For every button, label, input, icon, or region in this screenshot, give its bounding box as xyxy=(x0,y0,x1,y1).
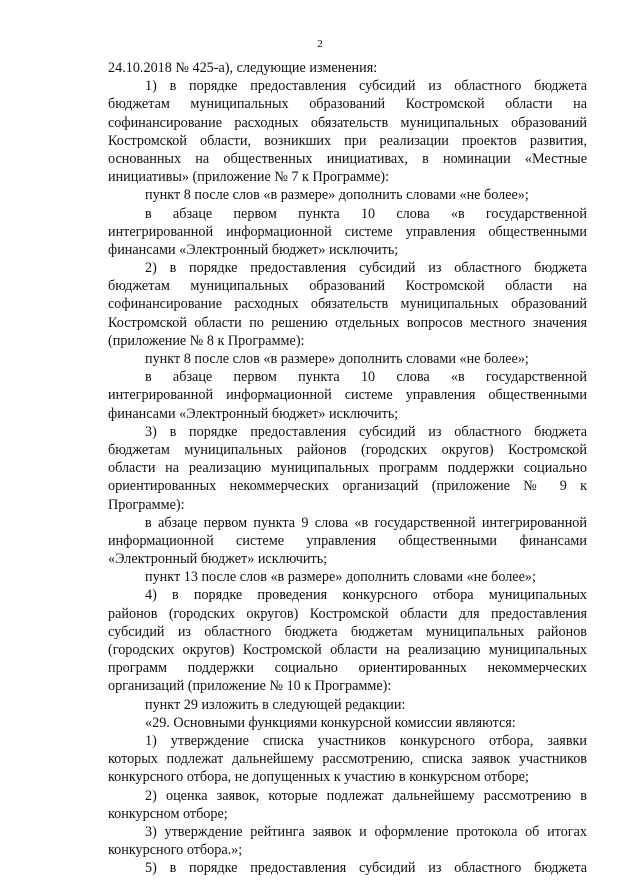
text-line: в абзаце первом пункта 9 слова «в государственной интегрированной xyxy=(145,514,587,531)
text-line: бюджетам муниципальных районов (городских округов) Костромской xyxy=(108,441,587,458)
text-line: области на реализацию муниципальных программ поддержки социально xyxy=(108,460,587,477)
text-line: Костромской области, возникших при реализации проектов развития, xyxy=(108,132,587,149)
text-line: 24.10.2018 № 425-а), следующие изменения: xyxy=(108,60,378,76)
text-line: 1) в порядке предоставления субсидий из областного бюджета xyxy=(145,78,587,95)
text-line: информационной системе управления общественными финансами xyxy=(108,532,587,549)
text-line: 2) в порядке предоставления субсидий из областного бюджета xyxy=(145,260,587,277)
text-line: Программе): xyxy=(108,496,185,513)
text-line: ориентированных некоммерческих организаций (приложение № 9 к xyxy=(108,478,587,495)
text-line: конкурсного отбора, не допущенных к участию в конкурсном отборе; xyxy=(108,769,529,786)
text-line: финансами «Электронный бюджет» исключить; xyxy=(108,405,399,422)
text-line: финансами «Электронный бюджет» исключить; xyxy=(108,241,399,258)
text-line: софинансирование расходных обязательств муниципальных образований xyxy=(108,114,587,131)
text-line: интегрированной информационной системе управления общественными xyxy=(108,387,587,404)
text-line: конкурсного отбора.»; xyxy=(108,842,243,859)
text-line: организаций (приложение № 10 к Программе): xyxy=(108,678,392,695)
text-line: интегрированной информационной системе управления общественными xyxy=(108,223,587,240)
text-line: в абзаце первом пункта 10 слова «в государственной xyxy=(145,205,587,222)
text-line: районов (городских округов) Костромской области для предоставления xyxy=(108,605,587,622)
text-line: «29. Основными функциями конкурсной комиссии являются: xyxy=(145,714,516,731)
text-line: основанных на общественных инициативах, в номинации «Местные xyxy=(108,150,587,167)
text-line: субсидий из областного бюджета бюджетам муниципальных районов xyxy=(108,623,587,640)
document-body xyxy=(108,59,587,877)
text-line: 3) утверждение рейтинга заявок и оформление протокола об итогах xyxy=(145,823,587,840)
text-line: пункт 13 после слов «в размере» дополнить словами «не более»; xyxy=(145,569,536,586)
text-line: (городских округов) Костромской области на реализацию муниципальных xyxy=(108,642,587,658)
text-line: в абзаце первом пункта 10 слова «в государственной xyxy=(145,369,587,386)
text-line: 2) оценка заявок, которые подлежат дальнейшему рассмотрению в xyxy=(145,787,587,804)
text-line: (приложение № 8 к Программе): xyxy=(108,332,305,349)
text-line: бюджетам муниципальных образований Костромской области на xyxy=(108,96,587,113)
text-line: которых подлежат дальнейшему рассмотрению, списка заявок участников xyxy=(108,751,587,768)
text-line: пункт 29 изложить в следующей редакции: xyxy=(145,696,406,713)
text-line: 1) утверждение списка участников конкурсного отбора, заявки xyxy=(145,732,587,749)
page-number: 2 xyxy=(317,38,323,50)
text-line: 5) в порядке предоставления субсидий из областного бюджета xyxy=(145,860,587,877)
text-line: бюджетам муниципальных образований Костромской области на xyxy=(108,278,587,295)
text-line: конкурсном отборе; xyxy=(108,805,228,822)
text-line: софинансирование расходных обязательств муниципальных образований xyxy=(108,296,587,313)
text-line: «Электронный бюджет» исключить; xyxy=(108,551,328,568)
text-line: инициативы» (приложение № 7 к Программе): xyxy=(108,169,390,186)
text-line: 4) в порядке проведения конкурсного отбора муниципальных xyxy=(145,587,587,604)
text-line: программ поддержки социально ориентированных некоммерческих xyxy=(108,660,587,677)
text-line: пункт 8 после слов «в размере» дополнить словами «не более»; xyxy=(145,187,529,204)
text-line: 3) в порядке предоставления субсидий из областного бюджета xyxy=(145,423,587,440)
text-line: пункт 8 после слов «в размере» дополнить словами «не более»; xyxy=(145,351,529,367)
text-line: Костромской области по решению отдельных вопросов местного значения xyxy=(108,314,587,331)
